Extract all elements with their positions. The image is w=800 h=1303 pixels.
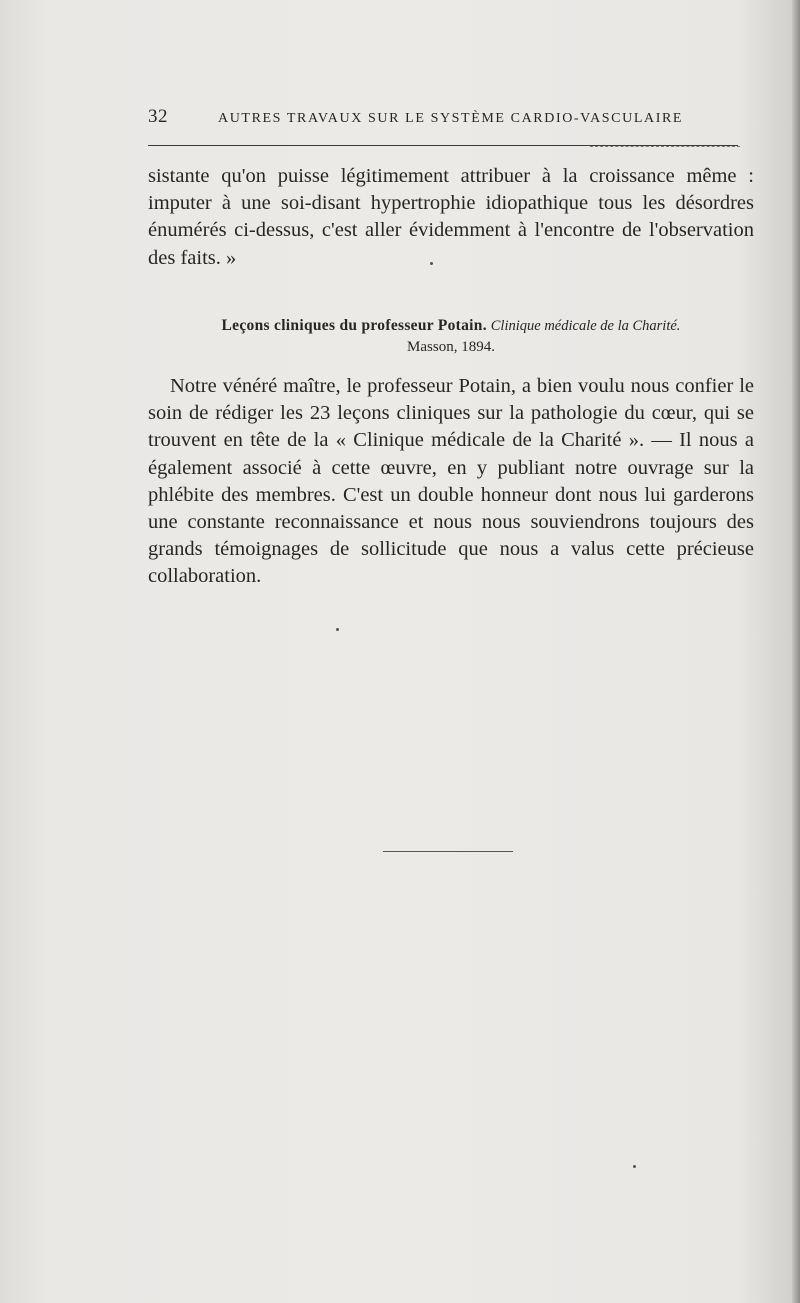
body-paragraph: Notre vénéré maître, le professeur Potain, a bien voulu nous confier le soin de rédiger les 23 leçons cliniques sur la pathologie du cœur, qui se trouvent en tête de la « Clinique médicale de la Charité ». — Il nous a également associé à cette œuvre, en y publiant notre ouvrage sur la phlébite des membres. C'est un double honneur dont nous lui garderons une constante reconnaissance et nous nous souviendrons toujours des grands témoignages de sollicitude que nous a valus cette précieuse collaboration. [148, 375, 754, 588]
body-paragraph-continued: sistante qu'on puisse légitimement attribuer à la croissance même : imputer à une soi-disant hypertrophie idiopathique tous les désordres énumérés ci-dessus, c'est aller évidemment à l'encontre de l'observation des faits. » [148, 165, 754, 269]
section-end-rule [383, 851, 513, 852]
running-head [148, 106, 753, 130]
page-edge-shadow [792, 0, 800, 1303]
page-number: 32 [148, 106, 168, 127]
header-rule-tail [590, 146, 740, 147]
entry-publisher: Masson, 1894. [407, 339, 495, 355]
paper-speck [430, 262, 433, 265]
paper-speck [633, 1165, 636, 1168]
entry-heading [148, 316, 754, 357]
entry-source: Clinique médicale de la Charité. [490, 318, 681, 334]
running-head-title: AUTRES TRAVAUX SUR LE SYSTÈME CARDIO-VASCULAIRE [218, 111, 684, 126]
paper-speck [336, 628, 339, 631]
entry-title: Leçons cliniques du professeur Potain. [221, 317, 487, 334]
